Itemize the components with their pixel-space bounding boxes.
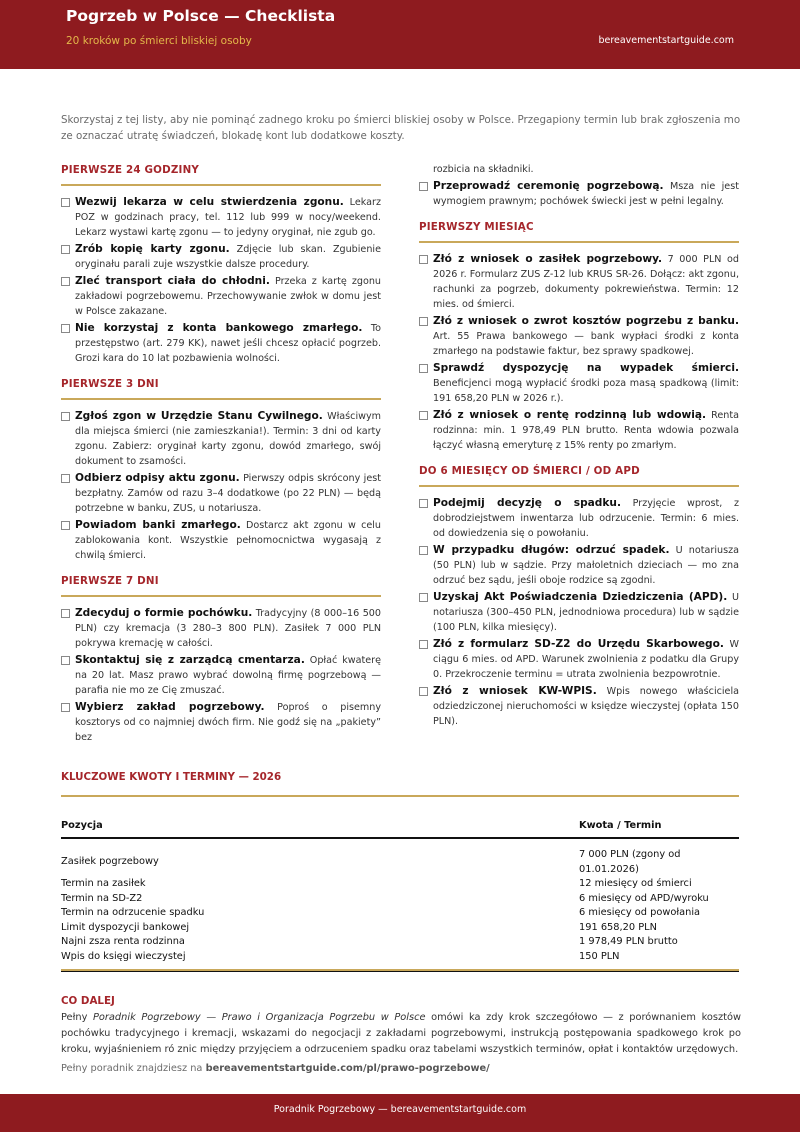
item-desc: Przeka z kartę zgonu zakładowi pogrzebowemu. Przechowywanie zwłok w domu jest w Polsce zakazane. [75, 276, 381, 317]
key-amounts-heading: KLUCZOWE KWOTY I TERMINY — 2026 [61, 771, 739, 797]
item-desc: Poproś o pisemny kosztorys od co najmniej dwóch firm. Nie godź się na „pakiety” bez [75, 702, 381, 743]
checkbox[interactable] [61, 412, 70, 421]
item-desc: Beneficjenci mogą wypłacić środki poza masą spadkową (limit: 191 658,20 PLN w 2026 r.). [433, 378, 739, 404]
item-title: Zdecyduj o formie pochówku. [75, 607, 253, 619]
section-6m [419, 465, 739, 729]
checklist-item [61, 274, 381, 319]
checkbox[interactable] [419, 255, 428, 264]
item-desc: Renta rodzinna: min. 1 978,49 PLN brutto. Renta wdowia pozwala łączyć własną emeryturę z 15% renty po zmarłym. [433, 410, 739, 451]
item-desc: 7 000 PLN od 2026 r. Formularz ZUS Z-12 lub KRUS SR-26. Dołącz: akt zgonu, rachunki za pogrzeb, dokumenty pokrewieństwa. Termin: 12 mies. od śmierci. [433, 254, 739, 310]
cell-position: Termin na SD-Z2 [61, 892, 143, 904]
item-title: Wezwij lekarza w celu stwierdzenia zgonu. [75, 196, 344, 208]
item-desc: Lekarz POZ w godzinach pracy, tel. 112 lub 999 w nocy/weekend. Lekarz wystawi kartę zgonu — to jedyny oryginał, nie zgub go. [75, 197, 381, 238]
next-text-before: Pełny [61, 1012, 93, 1023]
section-heading: DO 6 MIESIĘCY OD ŚMIERCI / OD APD [419, 465, 739, 487]
checkbox[interactable] [419, 317, 428, 326]
checkbox[interactable] [61, 656, 70, 665]
item-title: Powiadom banki zmarłego. [75, 519, 241, 531]
checkbox[interactable] [61, 521, 70, 530]
section-heading: PIERWSZY MIESIĄC [419, 221, 739, 243]
item-desc: Właściwym dla miejsca śmierci (nie zamieszkania!). Termin: 3 dni od karty zgonu. Zabierz: oryginał karty zgonu, dowód zmarłego, swój dokument to zsamości. [75, 411, 381, 467]
item-desc: To przestępstwo (art. 279 KK), nawet jeśli chcesz opłacić pogrzeb. Grozi kara do 10 lat pozbawienia wolności. [75, 323, 381, 364]
checkbox[interactable] [419, 411, 428, 420]
checkbox[interactable] [419, 499, 428, 508]
table-row [61, 950, 739, 972]
checkbox[interactable] [61, 324, 70, 333]
item-title: Uzyskaj Akt Poświadczenia Dziedziczenia (APD). [433, 591, 728, 603]
item-desc: Zdjęcie lub skan. Zgubienie oryginału parali zuje wszystkie dalsze procedury. [75, 244, 381, 270]
checklist-item [419, 314, 739, 359]
item-desc: Pierwszy odpis skrócony jest bezpłatny. Zamów od razu 3–4 dodatkowe (po 22 PLN) — będą potrzebne w banku, ZUS, u notariusza. [75, 473, 381, 514]
item-desc: Tradycyjny (8 000–16 500 PLN) czy kremacja (3 280–3 800 PLN). Zasiłek 7 000 PLN pokrywa kremację w całości. [75, 608, 382, 649]
section-heading: PIERWSZE 7 DNI [61, 575, 381, 597]
section-3d [61, 378, 381, 563]
cell-position: Termin na odrzucenie spadku [61, 907, 205, 918]
checkbox[interactable] [419, 593, 428, 602]
checkbox[interactable] [61, 609, 70, 618]
cell-amount: 191 658,20 PLN [579, 921, 657, 933]
item-desc: U notariusza (50 PLN) lub w sądzie. Przy małoletnich dzieciach — mo zna odrzuć bez sądu, jeśli oboje rodzice są zgodni. [433, 545, 739, 586]
checklist-item [419, 179, 739, 209]
item-title: Zleć transport ciała do chłodni. [75, 275, 270, 287]
cell-position: Wpis do księgi wieczystej [61, 950, 579, 972]
checklist-item [419, 252, 739, 312]
footer-bar: Poradnik Pogrzebowy — bereavementstartguide.com [0, 1094, 800, 1132]
page-title: Pogrzeb w Polsce — Checklista [66, 7, 336, 25]
intro-text: Skorzystaj z tej listy, aby nie pominąć zadnego kroku po śmierci bliskiej osoby w Polsce. Przegapiony termin lub brak zgłoszenia mo ze oznaczać utratę świadczeń, blokadę kont lub dodatkowe koszty. [61, 114, 741, 142]
site-url: bereavementstartguide.com [598, 35, 734, 46]
item-desc: Wpis nowego właściciela odziedziczonej nieruchomości w księdze wieczystej (opłata 150 PLN). [433, 686, 739, 727]
checklist-item [419, 637, 739, 682]
item-desc: W ciągu 6 mies. od APD. Warunek zwolnienia z podatku dla Grupy 0. Przekroczenie terminu = utrata zwolnienia bezpowrotnie. [433, 639, 739, 680]
item-title: Złó z wniosek o zasiłek pogrzebowy. [433, 253, 663, 265]
checklist-item [419, 361, 739, 406]
cell-amount: 6 miesięcy od APD/wyroku [579, 892, 709, 904]
item-title: Złó z formularz SD-Z2 do Urzędu Skarbowego. [433, 638, 724, 650]
checkbox[interactable] [419, 546, 428, 555]
checklist-item [419, 408, 739, 453]
checklist-item [61, 606, 381, 651]
cell-position: Limit dyspozycji bankowej [61, 921, 190, 933]
checkbox[interactable] [61, 277, 70, 286]
item-title: Złó z wniosek o zwrot kosztów pogrzebu z banku. [433, 315, 739, 327]
table-header-row [61, 818, 739, 838]
next-paragraph [61, 1010, 741, 1058]
next-text-after: omówi ka zdy krok szczegółowo — z porównaniem kosztów pochówku tradycyjnego i kremacji, wskazami do negocjacji z zakładami pogrzebowymi, instrukcją postępowania spadkowego krok po kroku, wyjaśnieniem ró znic między przyjęciem a odrzuceniem spadku oraz tabelami wszystkich terminów, opłat i kontaktów urzędowych. [61, 1012, 741, 1055]
item-title: Wybierz zakład pogrzebowy. [75, 701, 265, 713]
item-title: Zrób kopię karty zgonu. [75, 243, 230, 255]
checkbox[interactable] [61, 474, 70, 483]
section-1m [419, 221, 739, 453]
checklist-item [61, 321, 381, 366]
table-row [61, 906, 739, 921]
checklist-item [61, 195, 381, 240]
checklist-item [61, 409, 381, 469]
checkbox[interactable] [419, 364, 428, 373]
item-desc: Msza nie jest wymogiem prawnym; pochówek świecki jest w pełni legalny. [433, 181, 739, 207]
checklist-item [419, 496, 739, 541]
checkbox[interactable] [419, 687, 428, 696]
item-title: W przypadku długów: odrzuć spadek. [433, 544, 670, 556]
table-row [61, 921, 739, 936]
right-column [419, 162, 739, 741]
section-7d [61, 575, 381, 745]
checklist-item [61, 653, 381, 698]
page-subtitle: 20 kroków po śmierci bliskiej osoby [66, 35, 252, 47]
item-title: Podejmij decyzję o spadku. [433, 497, 622, 509]
guide-title: Poradnik Pogrzebowy — Prawo i Organizacja Pogrzebu w Polsce [93, 1012, 426, 1023]
column-header-amount: Kwota / Termin [579, 818, 739, 838]
link-prefix: Pełny poradnik znajdziesz na [61, 1063, 206, 1074]
key-amounts-table [61, 818, 739, 972]
checkbox[interactable] [61, 245, 70, 254]
next-heading: CO DALEJ [61, 995, 115, 1007]
section-24h [61, 164, 381, 366]
checkbox[interactable] [61, 703, 70, 712]
cell-amount: 12 miesięcy od śmierci [579, 878, 692, 889]
table-row [61, 892, 739, 907]
guide-link-line [61, 1063, 490, 1074]
item-title: Sprawdź dyspozycję na wypadek śmierci. [433, 362, 739, 374]
checklist-item [419, 590, 739, 635]
checklist-item [419, 684, 739, 729]
checkbox[interactable] [61, 198, 70, 207]
item-desc: U notariusza (300–450 PLN, jednodniowa procedura) lub w sądzie (100 PLN, kilka miesięcy). [433, 592, 739, 633]
item-title: Zgłoś zgon w Urzędzie Stanu Cywilnego. [75, 410, 323, 422]
checklist-item [61, 518, 381, 563]
left-column [61, 160, 381, 757]
item-desc: Opłać kwaterę na 20 lat. Masz prawo wybrać dowolną firmę pogrzebową — parafia nie mo ze Cię zmuszać. [75, 655, 381, 696]
checkbox[interactable] [419, 640, 428, 649]
table-row [61, 877, 739, 892]
item-title: Złó z wniosek o rentę rodzinną lub wdowią. [433, 409, 707, 421]
checklist-item [61, 700, 381, 745]
item-continuation: rozbicia na składniki. [433, 164, 534, 175]
section-heading: PIERWSZE 3 DNI [61, 378, 381, 400]
table-row [61, 935, 739, 950]
item-title: Złó z wniosek KW-WPIS. [433, 685, 597, 697]
table-row [61, 838, 739, 877]
cell-position: Zasiłek pogrzebowy [61, 856, 159, 868]
checklist-item [61, 471, 381, 516]
cell-amount: 1 978,49 PLN brutto [579, 936, 678, 947]
item-desc: Dostarcz akt zgonu w celu zablokowania kont. Wszystkie pełnomocnictwa wygasają z chwilą śmierci. [75, 520, 381, 561]
item-title: Nie korzystaj z konta bankowego zmarłego. [75, 322, 363, 334]
column-header-position: Pozycja [61, 818, 579, 838]
header-bar [0, 0, 800, 69]
cell-amount: 150 PLN [579, 950, 739, 972]
item-desc: Art. 55 Prawa bankowego — bank wypłaci środki z konta zmarłego na podstawie faktur, bez sprawy spadkowej. [433, 331, 739, 357]
item-title: Skontaktuj się z zarządcą cmentarza. [75, 654, 305, 666]
checkbox[interactable] [419, 182, 428, 191]
cell-amount: 6 miesięcy od powołania [579, 907, 701, 918]
cell-position: Termin na zasiłek [61, 878, 146, 889]
section-heading: PIERWSZE 24 GODZINY [61, 164, 381, 186]
cell-position: Najni zsza renta rodzinna [61, 936, 185, 947]
checklist-item [419, 543, 739, 588]
item-title: Odbierz odpisy aktu zgonu. [75, 472, 240, 484]
section-divider [61, 969, 739, 971]
item-desc: Przyjęcie wprost, z dobrodziejstwem inwentarza lub odrzucenie. Termin: 6 mies. od dowiedzenia się o powołaniu. [433, 498, 739, 539]
checklist-item [61, 242, 381, 272]
guide-link[interactable]: bereavementstartguide.com/pl/prawo-pogrzebowe/ [205, 1063, 490, 1074]
cell-amount: 7 000 PLN (zgony od 01.01.2026) [579, 849, 681, 875]
item-title: Przeprowadź ceremonię pogrzebową. [433, 180, 664, 192]
